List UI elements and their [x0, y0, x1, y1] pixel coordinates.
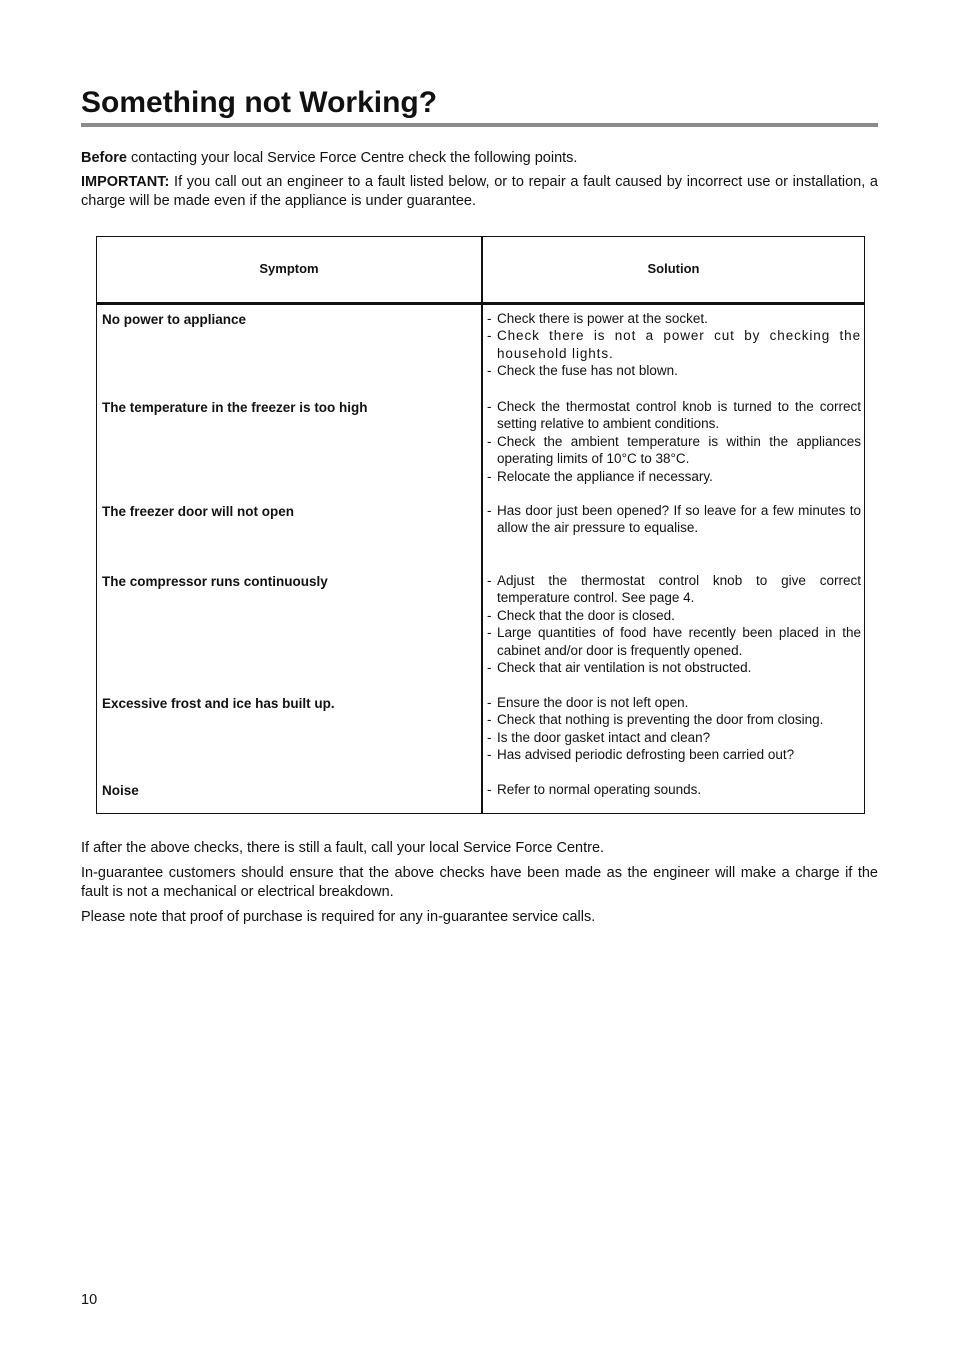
symptom-door-will-not-open: The freezer door will not open [102, 504, 295, 519]
solution-item: - Check there is not a power cut by checking the household lights. [487, 327, 861, 362]
solution-item: - Check there is power at the socket. [487, 310, 861, 327]
before-paragraph [81, 149, 878, 168]
solution-list-no-power [487, 310, 861, 380]
title-underline [81, 123, 878, 127]
important-text: If you call out an engineer to a fault listed below, or to repair a fault caused by incorrect use or installation, a charge will be made even if the appliance is under guarantee. [81, 174, 878, 209]
symptom-temperature-high: The temperature in the freezer is too high [102, 400, 368, 415]
symptom-no-power: No power to appliance [102, 312, 247, 327]
outro-section [81, 839, 878, 933]
solution-item: - Relocate the appliance if necessary. [487, 468, 861, 485]
important-paragraph [81, 173, 878, 211]
page-number: 10 [81, 1292, 98, 1308]
solution-item: - Adjust the thermostat control knob to give correct temperature control. See page 4. [487, 572, 861, 607]
solution-item: - Check the ambient temperature is within the appliances operating limits of 10°C to 38°C. [487, 433, 861, 468]
outro-paragraph-fault: If after the above checks, there is still a fault, call your local Service Force Centre. [81, 840, 605, 856]
solution-item: - Check the thermostat control knob is turned to the correct setting relative to ambient conditions. [487, 398, 861, 433]
solution-list-noise [487, 781, 861, 798]
symptom-excessive-frost: Excessive frost and ice has built up. [102, 696, 335, 711]
solution-item: - Check that the door is closed. [487, 607, 861, 624]
symptom-noise: Noise [102, 783, 139, 798]
page-title: Something not Working? [81, 86, 438, 119]
solution-list-temperature-high [487, 398, 861, 485]
solution-list-door-will-not-open [487, 502, 861, 537]
before-label: Before [81, 150, 127, 166]
solution-item: - Refer to normal operating sounds. [487, 781, 861, 798]
important-label: IMPORTANT: [81, 174, 170, 190]
troubleshooting-table [96, 236, 865, 814]
header-rule [97, 302, 864, 305]
solution-item: - Is the door gasket intact and clean? [487, 729, 861, 746]
solution-item: - Check that air ventilation is not obstructed. [487, 659, 861, 676]
solution-item: - Ensure the door is not left open. [487, 694, 861, 711]
solution-item: - Check that nothing is preventing the door from closing. [487, 711, 861, 728]
solution-item: - Has door just been opened? If so leave for a few minutes to allow the air pressure to equalise. [487, 502, 861, 537]
before-text: contacting your local Service Force Centre check the following points. [126, 150, 578, 166]
intro-section [81, 149, 878, 216]
header-symptom: Symptom [259, 261, 319, 276]
solution-item: - Has advised periodic defrosting been carried out? [487, 746, 861, 763]
symptom-compressor-runs: The compressor runs continuously [102, 574, 328, 589]
outro-paragraph-proof: Please note that proof of purchase is required for any in-guarantee service calls. [81, 909, 596, 925]
solution-list-excessive-frost [487, 694, 861, 764]
solution-item: - Large quantities of food have recently been placed in the cabinet and/or door is frequently opened. [487, 624, 861, 659]
solution-list-compressor-runs [487, 572, 861, 676]
header-solution: Solution [647, 261, 700, 276]
column-divider [481, 237, 483, 813]
solution-item: - Check the fuse has not blown. [487, 362, 861, 379]
outro-paragraph-guarantee: In-guarantee customers should ensure that the above checks have been made as the engineer will make a charge if the fault is not a mechanical or electrical breakdown. [81, 865, 878, 900]
